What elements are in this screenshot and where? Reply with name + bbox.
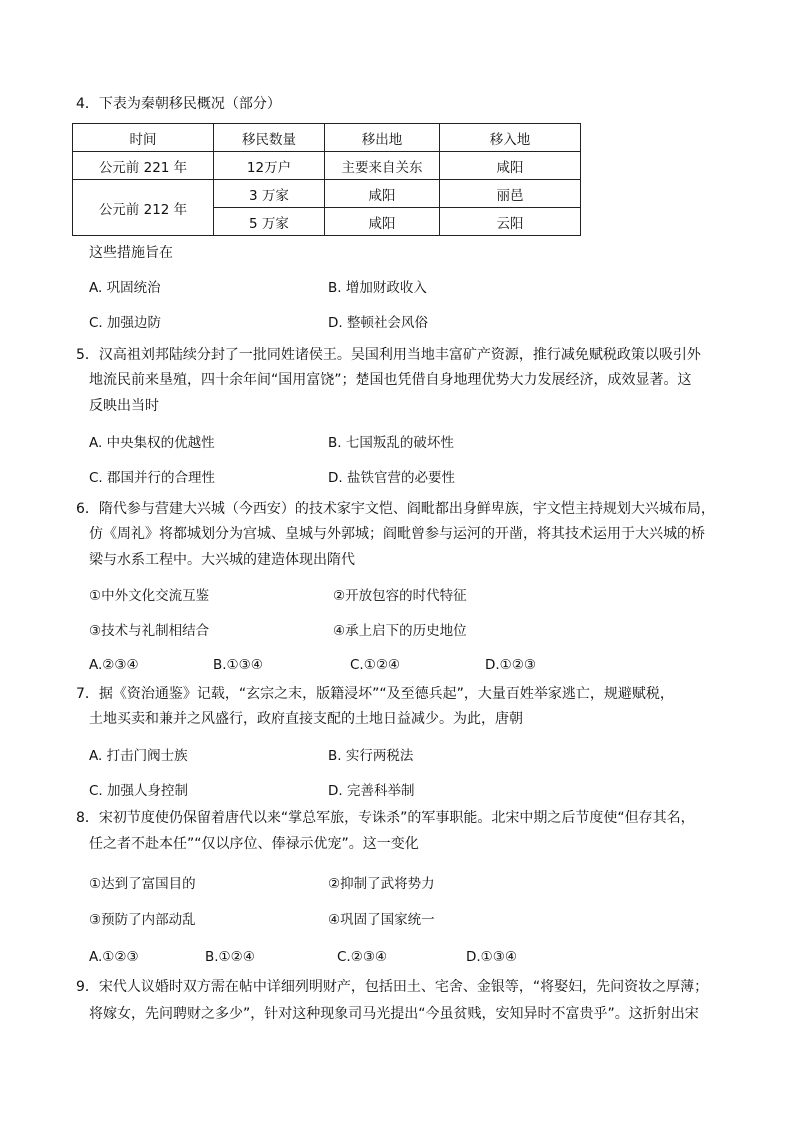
q8-option-a: A.①②③ [89,949,139,965]
q8-line-1: 8．宋初节度使仍保留着唐代以来“掌总军旅，专诛杀”的军事职能。北宋中期之后节度使“但存其名， [76,810,695,826]
table-row [73,180,581,208]
q7-option-c: C. 加强人身控制 [89,783,189,799]
q8-item-1: ①达到了富国目的 [89,876,196,892]
q8-option-d: D.①③④ [466,949,517,965]
table-row [73,152,581,180]
q8-item-3: ③预防了内部动乱 [89,912,196,928]
q9-line-1: 9．宋代人议婚时双方需在帖中详细列明财产，包括田土、宅舍、金银等，“将娶妇，先问资妆之厚薄； [76,979,709,995]
table-header-cell: 移入地 [440,124,581,152]
q8-line-2: 任之者不赴本任”“仅以序位、俸禄示优宠”。这一变化 [89,836,419,852]
q5-option-c: C. 郡国并行的合理性 [89,470,216,486]
q8-option-c: C.②③④ [337,949,388,965]
table-cell: 公元前 212 年 [73,180,214,236]
q7-line-1: 7．据《资治通鉴》记载，“玄宗之末，版籍浸坏”“及至德兵起”，大量百姓举家逃亡，规避赋税， [76,686,674,702]
q6-line-2: 仿《周礼》将都城划分为宫城、皇城与外郭城；阎毗曾参与运河的开凿，将其技术运用于大兴城的桥 [89,526,705,542]
q6-option-b: B.①③④ [213,657,263,673]
migration-table [72,123,581,236]
q5-option-b: B. 七国叛乱的破坏性 [328,435,454,451]
table-cell: 5 万家 [214,208,325,236]
q4-stem: 4．下表为秦朝移民概况（部分） [76,96,281,112]
q6-option-d: D.①②③ [485,657,536,673]
q6-item-2: ②开放包容的时代特征 [333,588,467,604]
q7-option-a: A. 打击门阀士族 [89,748,188,764]
table-header-row [73,124,581,152]
table-cell: 公元前 221 年 [73,152,214,180]
q6-line-3: 梁与水系工程中。大兴城的建造体现出隋代 [89,552,355,568]
q5-line-1: 5．汉高祖刘邦陆续分封了一批同姓诸侯王。吴国利用当地丰富矿产资源，推行减免赋税政策以吸引外 [76,347,701,363]
q5-option-a: A. 中央集权的优越性 [89,435,215,451]
q8-item-4: ④巩固了国家统一 [328,912,435,928]
table-header-cell: 时间 [73,124,214,152]
q4-option-c: C. 加强边防 [89,315,162,331]
q6-item-1: ①中外文化交流互鉴 [89,588,210,604]
q5-line-3: 反映出当时 [89,398,159,414]
q6-item-3: ③技术与礼制相结合 [89,623,210,639]
q6-line-1: 6．隋代参与营建大兴城（今西安）的技术家宇文恺、阎毗都出身鲜卑族，宇文恺主持规划大兴城布局， [76,501,715,517]
table-cell: 云阳 [440,208,581,236]
q6-option-c: C.①②④ [350,657,401,673]
table-cell: 咸阳 [440,152,581,180]
table-cell: 咸阳 [325,208,440,236]
table-cell: 3 万家 [214,180,325,208]
q5-option-d: D. 盐铁官营的必要性 [328,470,455,486]
q4-option-b: B. 增加财政收入 [328,280,427,296]
q4-option-d: D. 整顿社会风俗 [328,315,428,331]
q6-item-4: ④承上启下的历史地位 [333,623,467,639]
q5-line-2: 地流民前来垦殖，四十余年间“国用富饶”；楚国也凭借自身地理优势大力发展经济，成效显著。这 [89,372,692,388]
q7-option-b: B. 实行两税法 [328,748,414,764]
table-cell: 咸阳 [325,180,440,208]
q4-option-a: A. 巩固统治 [89,280,161,296]
q9-line-2: 将嫁女，先问聘财之多少”，针对这种现象司马光提出“今虽贫贱，安知异时不富贵乎”。这折射出宋 [89,1006,699,1022]
q7-option-d: D. 完善科举制 [328,783,415,799]
q8-option-b: B.①②④ [205,949,255,965]
table-cell: 主要来自关东 [325,152,440,180]
q6-option-a: A.②③④ [89,657,139,673]
table-cell: 12万户 [214,152,325,180]
q8-item-2: ②抑制了武将势力 [328,876,435,892]
table-header-cell: 移民数量 [214,124,325,152]
q4-tail: 这些措施旨在 [89,245,173,261]
q7-line-2: 土地买卖和兼并之风盛行，政府直接支配的土地日益减少。为此，唐朝 [89,711,523,727]
table-header-cell: 移出地 [325,124,440,152]
table-cell: 丽邑 [440,180,581,208]
